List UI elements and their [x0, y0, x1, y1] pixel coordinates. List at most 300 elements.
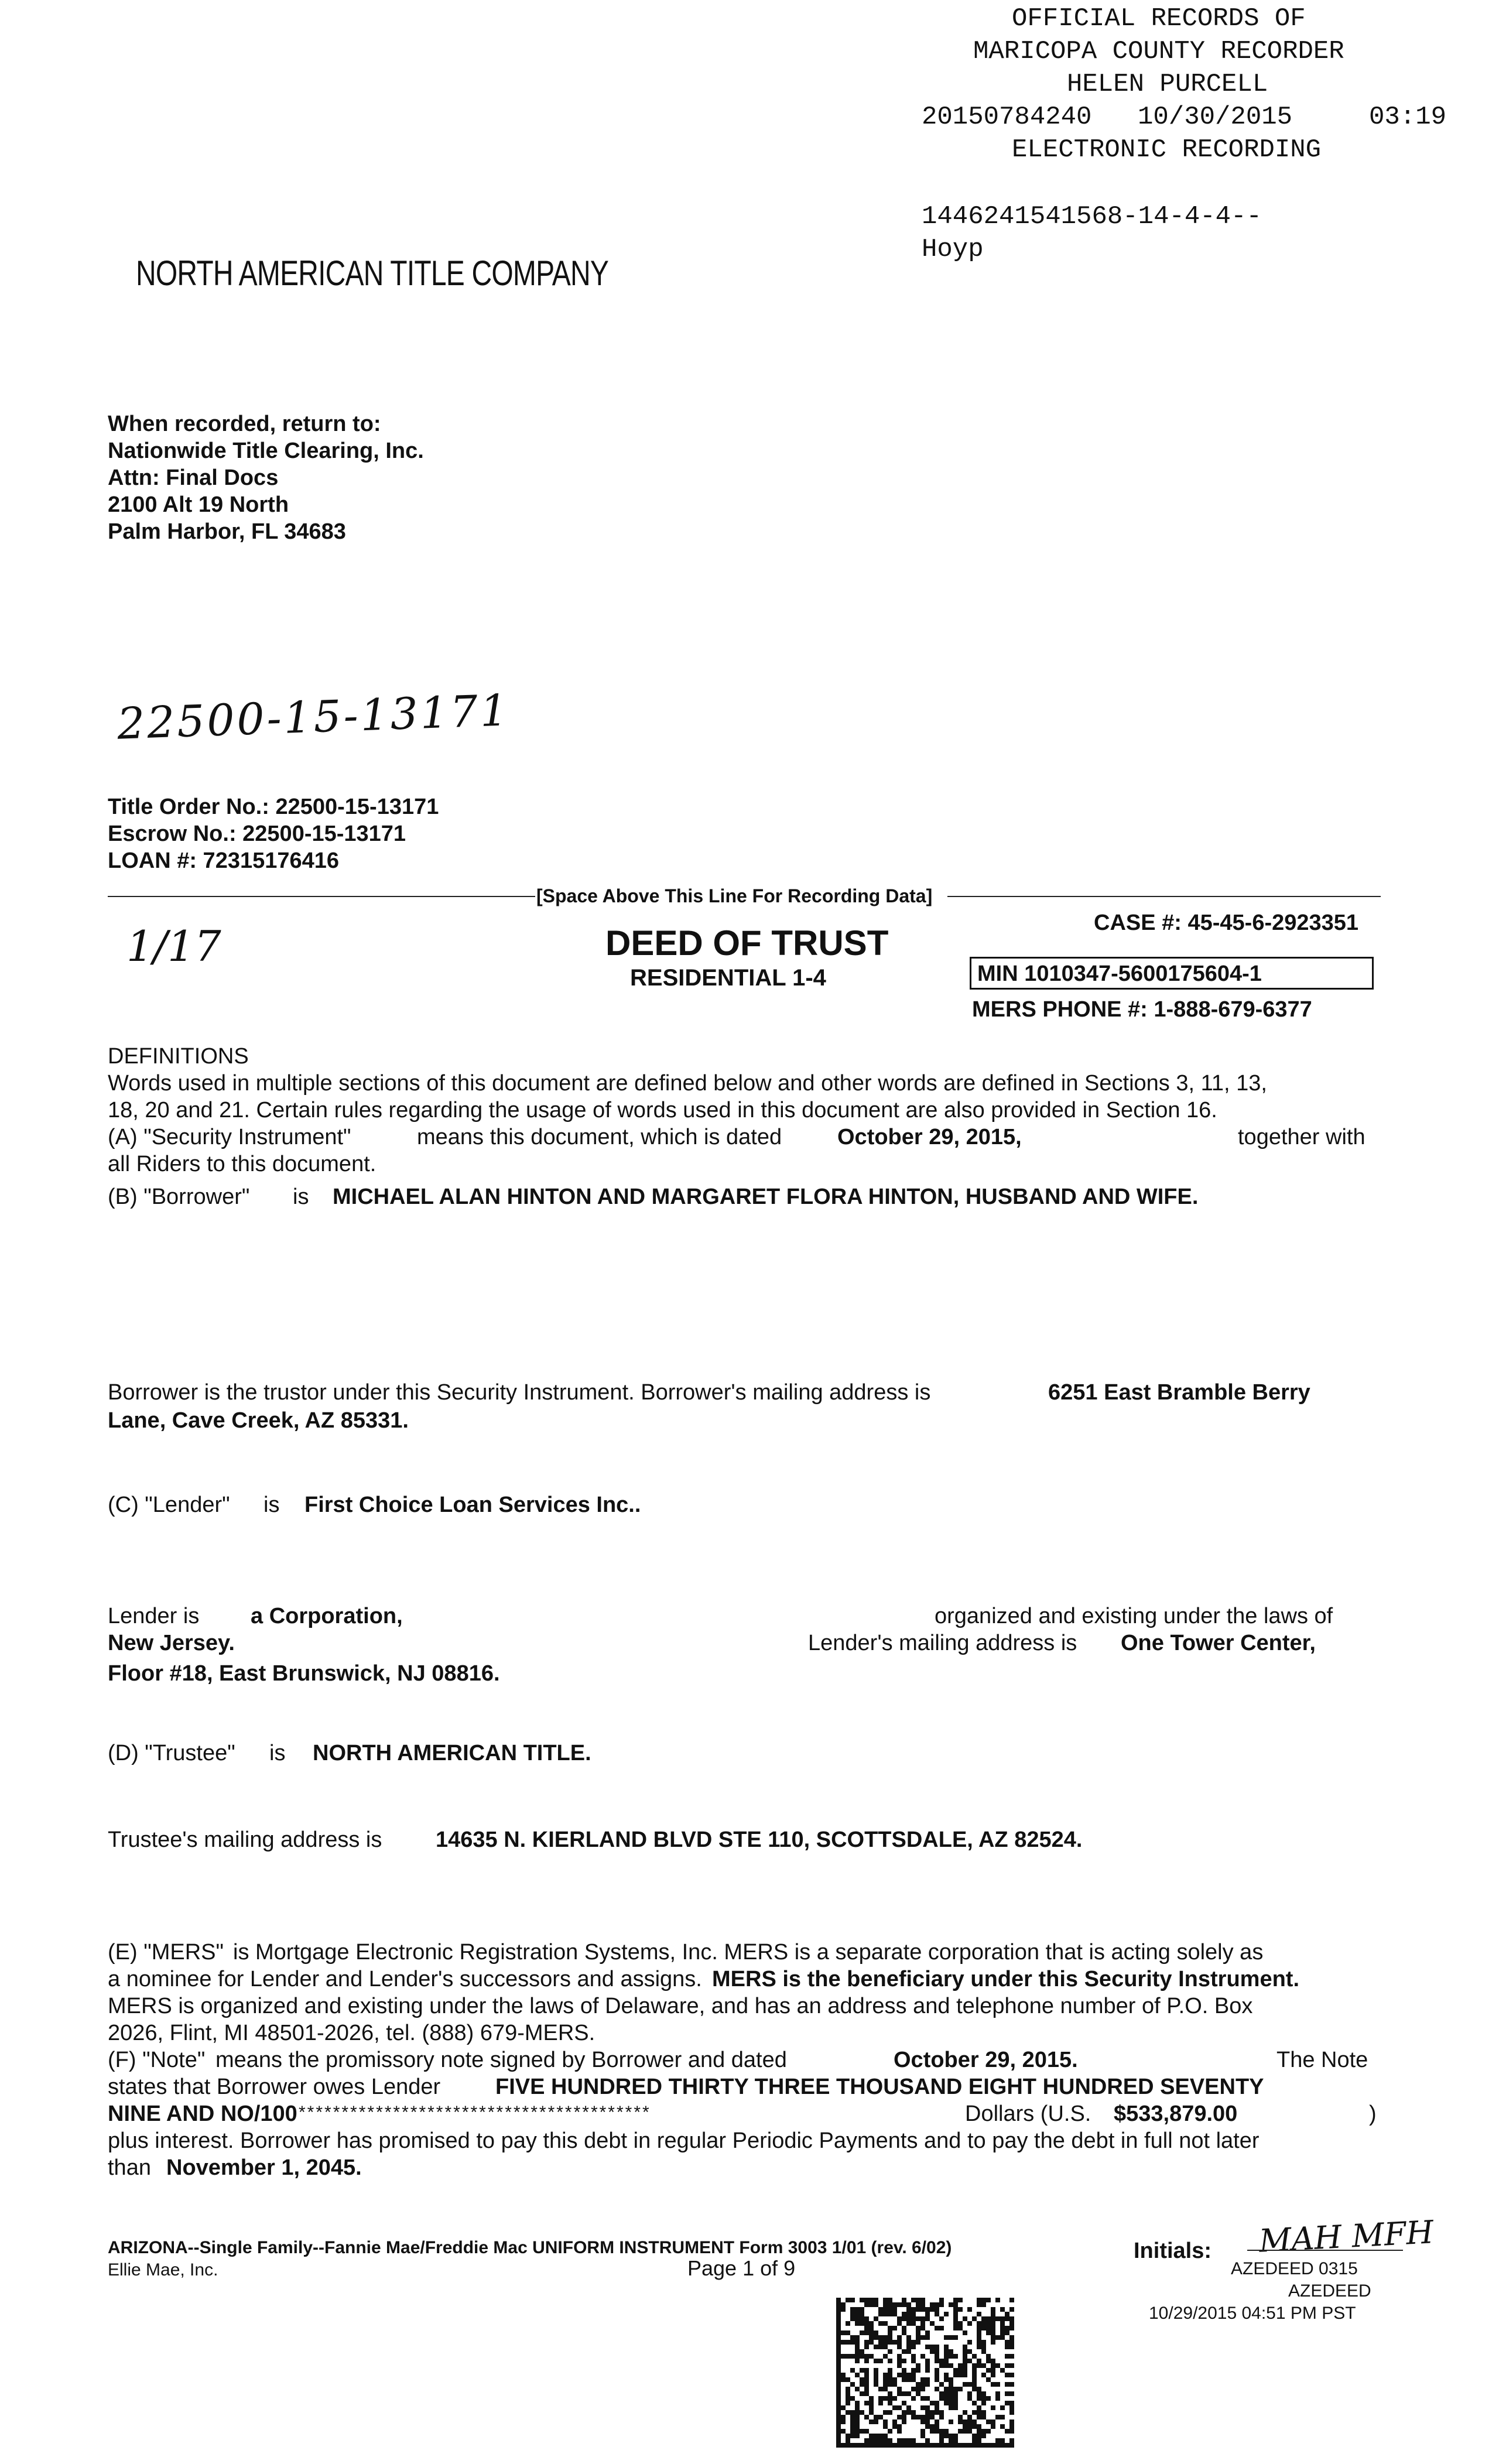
barcode-module: [1000, 2443, 1005, 2448]
barcode-module: [930, 2424, 935, 2429]
barcode-module: [1000, 2424, 1005, 2429]
barcode-module: [864, 2401, 869, 2405]
barcode-module: [869, 2401, 874, 2405]
barcode-module: [935, 2405, 939, 2410]
barcode-module: [939, 2316, 944, 2321]
barcode-module: [846, 2330, 850, 2335]
barcode-module: [967, 2321, 972, 2326]
barcode-module: [836, 2424, 841, 2429]
barcode-image: [836, 2297, 1014, 2449]
definition-e-line-2a: a nominee for Lender and Lender's successors and assigns.: [108, 1967, 702, 1991]
barcode-module: [981, 2401, 986, 2405]
barcode-module: [981, 2415, 986, 2419]
barcode-module: [869, 2298, 874, 2302]
barcode-module: [855, 2307, 860, 2312]
barcode-module: [911, 2410, 916, 2415]
barcode-module: [958, 2368, 963, 2373]
barcode-module: [939, 2382, 944, 2387]
barcode-module: [850, 2368, 855, 2373]
barcode-module: [920, 2429, 925, 2434]
barcode-module: [991, 2363, 995, 2368]
definitions-intro-2: 18, 20 and 21. Certain rules regarding the usage of words used in this document are also provided in Section 16.: [108, 1098, 1217, 1123]
barcode-module: [949, 2434, 953, 2438]
barcode-module: [888, 2298, 892, 2302]
barcode-module: [981, 2302, 986, 2307]
barcode-module: [958, 2387, 963, 2391]
barcode-module: [944, 2429, 949, 2434]
barcode-module: [920, 2443, 925, 2448]
barcode-module: [897, 2387, 902, 2391]
barcode-module: [864, 2377, 869, 2382]
barcode-module: [953, 2368, 958, 2373]
barcode-module: [1005, 2429, 1009, 2434]
recorder-line-3: HELEN PURCELL: [1067, 70, 1268, 99]
barcode-module: [897, 2438, 902, 2443]
barcode-module: [935, 2345, 939, 2349]
barcode-module: [953, 2438, 958, 2443]
barcode-module: [902, 2377, 906, 2382]
barcode-module: [1005, 2443, 1009, 2448]
barcode-module: [963, 2419, 967, 2424]
barcode-module: [995, 2443, 1000, 2448]
barcode-module: [920, 2377, 925, 2382]
barcode-module: [925, 2405, 930, 2410]
barcode-module: [981, 2363, 986, 2368]
barcode-module: [836, 2401, 841, 2405]
barcode-module: [991, 2340, 995, 2345]
barcode-module: [916, 2298, 920, 2302]
barcode-module: [981, 2396, 986, 2401]
barcode-module: [944, 2401, 949, 2405]
barcode-module: [836, 2307, 841, 2312]
barcode-module: [991, 2330, 995, 2335]
barcode-module: [883, 2298, 888, 2302]
barcode-module: [944, 2349, 949, 2354]
barcode-module: [878, 2415, 883, 2419]
barcode-module: [986, 2368, 991, 2373]
barcode-module: [916, 2387, 920, 2391]
definition-b-label: (B) "Borrower": [108, 1185, 250, 1209]
barcode-module: [949, 2302, 953, 2307]
barcode-module: [972, 2368, 977, 2373]
barcode-module: [930, 2349, 935, 2354]
barcode-module: [939, 2326, 944, 2330]
barcode-module: [972, 2316, 977, 2321]
barcode-module: [864, 2443, 869, 2448]
barcode-module: [972, 2434, 977, 2438]
barcode-module: [949, 2377, 953, 2382]
barcode-module: [935, 2377, 939, 2382]
barcode-module: [869, 2438, 874, 2443]
barcode-module: [902, 2373, 906, 2377]
barcode-module: [911, 2438, 916, 2443]
barcode-module: [916, 2415, 920, 2419]
barcode-module: [883, 2340, 888, 2345]
barcode-module: [897, 2424, 902, 2429]
barcode-module: [855, 2405, 860, 2410]
barcode-module: [888, 2359, 892, 2363]
barcode-module: [920, 2434, 925, 2438]
barcode-module: [949, 2419, 953, 2424]
definition-a-line-2: all Riders to this document.: [108, 1152, 377, 1176]
barcode-module: [939, 2391, 944, 2396]
barcode-module: [860, 2349, 864, 2354]
definition-c-is: is: [263, 1493, 280, 1517]
barcode-module: [846, 2298, 850, 2302]
barcode-module: [902, 2326, 906, 2330]
barcode-module: [991, 2359, 995, 2363]
barcode-module: [958, 2326, 963, 2330]
barcode-module: [925, 2424, 930, 2429]
barcode-module: [977, 2335, 981, 2340]
barcode-module: [883, 2438, 888, 2443]
barcode-module: [897, 2429, 902, 2434]
barcode-module: [841, 2377, 846, 2382]
barcode-module: [935, 2359, 939, 2363]
barcode-module: [935, 2443, 939, 2448]
barcode-module: [953, 2335, 958, 2340]
barcode-module: [883, 2382, 888, 2387]
initials-label: Initials:: [1134, 2239, 1212, 2263]
barcode-module: [939, 2443, 944, 2448]
barcode-module: [902, 2401, 906, 2405]
barcode-module: [972, 2373, 977, 2377]
barcode-module: [874, 2359, 878, 2363]
barcode-module: [953, 2307, 958, 2312]
barcode-module: [967, 2340, 972, 2345]
definition-d-is: is: [269, 1741, 286, 1765]
barcode-module: [836, 2359, 841, 2363]
barcode-module: [925, 2345, 930, 2349]
clerk-id: Hoyp: [922, 235, 984, 264]
barcode-module: [1009, 2335, 1014, 2340]
barcode-module: [977, 2298, 981, 2302]
barcode-module: [935, 2307, 939, 2312]
barcode-module: [883, 2443, 888, 2448]
barcode-module: [860, 2410, 864, 2415]
barcode-module: [855, 2321, 860, 2326]
barcode-module: [869, 2340, 874, 2345]
barcode-module: [953, 2312, 958, 2316]
barcode-module: [846, 2354, 850, 2359]
barcode-module: [953, 2434, 958, 2438]
barcode-module: [935, 2429, 939, 2434]
barcode-module: [1009, 2438, 1014, 2443]
barcode-module: [991, 2335, 995, 2340]
barcode-module: [930, 2401, 935, 2405]
barcode-module: [981, 2321, 986, 2326]
trustee-address-text: Trustee's mailing address is: [108, 1828, 382, 1852]
barcode-module: [1005, 2363, 1009, 2368]
barcode-module: [972, 2401, 977, 2405]
barcode-module: [995, 2335, 1000, 2340]
barcode-module: [841, 2415, 846, 2419]
barcode-module: [958, 2298, 963, 2302]
barcode-module: [1009, 2321, 1014, 2326]
barcode-module: [869, 2419, 874, 2424]
barcode-module: [841, 2307, 846, 2312]
barcode-module: [953, 2298, 958, 2302]
barcode-module: [836, 2438, 841, 2443]
barcode-module: [1005, 2354, 1009, 2359]
barcode-module: [878, 2443, 883, 2448]
barcode-module: [888, 2330, 892, 2335]
barcode-module: [860, 2316, 864, 2321]
barcode-module: [977, 2424, 981, 2429]
barcode-module: [958, 2429, 963, 2434]
barcode-module: [869, 2321, 874, 2326]
barcode-module: [939, 2429, 944, 2434]
barcode-module: [949, 2363, 953, 2368]
barcode-module: [888, 2349, 892, 2354]
barcode-module: [864, 2391, 869, 2396]
barcode-module: [902, 2391, 906, 2396]
barcode-module: [1009, 2410, 1014, 2415]
barcode-module: [841, 2354, 846, 2359]
barcode-module: [963, 2424, 967, 2429]
barcode-module: [944, 2335, 949, 2340]
barcode-module: [935, 2419, 939, 2424]
barcode-module: [897, 2415, 902, 2419]
barcode-module: [869, 2302, 874, 2307]
barcode-module: [906, 2443, 911, 2448]
barcode-module: [958, 2443, 963, 2448]
barcode-module: [864, 2373, 869, 2377]
handwritten-initials: 1/17: [126, 922, 221, 971]
min-box: [970, 957, 1374, 990]
barcode-module: [892, 2424, 897, 2429]
barcode-module: [920, 2302, 925, 2307]
footer-code-1: AZEDEED 0315: [1231, 2259, 1358, 2278]
barcode-module: [888, 2312, 892, 2316]
barcode-module: [888, 2382, 892, 2387]
barcode-module: [991, 2382, 995, 2387]
barcode-module: [888, 2373, 892, 2377]
barcode-module: [911, 2443, 916, 2448]
barcode-module: [846, 2387, 850, 2391]
barcode-module: [972, 2419, 977, 2424]
barcode-module: [864, 2438, 869, 2443]
barcode-module: [944, 2387, 949, 2391]
barcode-module: [846, 2434, 850, 2438]
definition-a-text: means this document, which is dated: [417, 1125, 782, 1149]
barcode-module: [1009, 2401, 1014, 2405]
barcode-module: [958, 2373, 963, 2377]
barcode-module: [920, 2387, 925, 2391]
barcode-module: [920, 2316, 925, 2321]
barcode-module: [916, 2443, 920, 2448]
barcode-module: [963, 2354, 967, 2359]
barcode-module: [911, 2345, 916, 2349]
initials-line: [1247, 2250, 1403, 2251]
recorder-line-1: OFFICIAL RECORDS OF: [1012, 4, 1306, 33]
barcode-module: [860, 2429, 864, 2434]
barcode-module: [883, 2312, 888, 2316]
barcode-module: [878, 2359, 883, 2363]
barcode-module: [981, 2345, 986, 2349]
barcode-module: [850, 2335, 855, 2340]
barcode-module: [869, 2396, 874, 2401]
barcode-module: [846, 2377, 850, 2382]
barcode-module: [963, 2359, 967, 2363]
barcode-module: [953, 2401, 958, 2405]
barcode-module: [836, 2330, 841, 2335]
barcode-module: [949, 2354, 953, 2359]
barcode-module: [977, 2429, 981, 2434]
barcode-module: [944, 2359, 949, 2363]
barcode-module: [986, 2326, 991, 2330]
note-date: October 29, 2015.: [894, 2048, 1078, 2072]
barcode-module: [864, 2321, 869, 2326]
barcode-module: [981, 2298, 986, 2302]
barcode-module: [977, 2359, 981, 2363]
borrower-address-2: Lane, Cave Creek, AZ 85331.: [108, 1408, 409, 1433]
barcode-module: [855, 2373, 860, 2377]
barcode-module: [836, 2368, 841, 2373]
barcode-module: [977, 2434, 981, 2438]
barcode-module: [869, 2443, 874, 2448]
barcode-module: [836, 2443, 841, 2448]
barcode-module: [892, 2340, 897, 2345]
definition-f-line-5a: than: [108, 2155, 151, 2180]
lender-type: a Corporation,: [251, 1604, 403, 1628]
barcode-module: [911, 2321, 916, 2326]
definition-e-line-1: is Mortgage Electronic Registration Systems, Inc. MERS is a separate corporation that is acting solely as: [233, 1940, 1264, 1965]
barcode-module: [906, 2405, 911, 2410]
barcode-module: [897, 2363, 902, 2368]
barcode-module: [850, 2410, 855, 2415]
barcode-module: [944, 2345, 949, 2349]
barcode-module: [874, 2298, 878, 2302]
barcode-module: [883, 2424, 888, 2429]
title-order-number: Title Order No.: 22500-15-13171: [108, 795, 439, 819]
barcode-module: [953, 2326, 958, 2330]
barcode-module: [836, 2349, 841, 2354]
barcode-module: [892, 2382, 897, 2387]
barcode-module: [977, 2321, 981, 2326]
barcode-module: [1009, 2307, 1014, 2312]
barcode-module: [1009, 2424, 1014, 2429]
barcode-module: [892, 2405, 897, 2410]
barcode-module: [855, 2345, 860, 2349]
lender-mailing-1: One Tower Center,: [1121, 1631, 1316, 1655]
barcode-module: [855, 2340, 860, 2345]
barcode-module: [869, 2410, 874, 2415]
barcode-module: [883, 2345, 888, 2349]
barcode-module: [967, 2429, 972, 2434]
barcode-module: [977, 2345, 981, 2349]
barcode-module: [892, 2312, 897, 2316]
barcode-module: [977, 2363, 981, 2368]
barcode-module: [953, 2302, 958, 2307]
definition-e-line-3: MERS is organized and existing under the laws of Delaware, and has an address and telephone number of P.O. Box: [108, 1994, 1253, 2018]
barcode-module: [883, 2396, 888, 2401]
barcode-module: [906, 2307, 911, 2312]
barcode-module: [935, 2302, 939, 2307]
barcode-module: [911, 2307, 916, 2312]
barcode-module: [930, 2345, 935, 2349]
lender-organized: organized and existing under the laws of: [935, 1604, 1333, 1628]
barcode-module: [836, 2419, 841, 2424]
barcode-module: [860, 2330, 864, 2335]
barcode-module: [963, 2345, 967, 2349]
barcode-module: [846, 2391, 850, 2396]
barcode-module: [874, 2377, 878, 2382]
barcode-module: [902, 2298, 906, 2302]
barcode-module: [864, 2382, 869, 2387]
definition-f-line-4: plus interest. Borrower has promised to pay this debt in regular Periodic Payments and to pay the debt in full not later: [108, 2128, 1260, 2153]
barcode-module: [906, 2410, 911, 2415]
barcode-module: [836, 2302, 841, 2307]
return-to-heading: When recorded, return to:: [108, 412, 381, 436]
barcode-module: [911, 2396, 916, 2401]
barcode-module: [892, 2302, 897, 2307]
barcode-module: [911, 2316, 916, 2321]
barcode-module: [836, 2345, 841, 2349]
barcode-module: [869, 2330, 874, 2335]
footer-timestamp: 10/29/2015 04:51 PM PST: [1149, 2304, 1356, 2323]
recording-divider-left: [108, 896, 535, 897]
barcode-module: [981, 2434, 986, 2438]
barcode-module: [935, 2326, 939, 2330]
barcode-module: [841, 2373, 846, 2377]
barcode-module: [963, 2330, 967, 2335]
barcode-module: [850, 2298, 855, 2302]
barcode-module: [897, 2354, 902, 2359]
definition-f-line-2: states that Borrower owes Lender: [108, 2075, 441, 2099]
barcode-module: [874, 2368, 878, 2373]
barcode-module: [878, 2401, 883, 2405]
barcode-module: [836, 2391, 841, 2396]
barcode-module: [864, 2429, 869, 2434]
barcode-module: [991, 2405, 995, 2410]
barcode-module: [963, 2316, 967, 2321]
barcode-module: [977, 2391, 981, 2396]
barcode-module: [911, 2359, 916, 2363]
barcode-module: [935, 2373, 939, 2377]
barcode-module: [897, 2359, 902, 2363]
barcode-module: [977, 2410, 981, 2415]
barcode-module: [949, 2391, 953, 2396]
barcode-module: [972, 2387, 977, 2391]
barcode-module: [897, 2443, 902, 2448]
barcode-module: [855, 2335, 860, 2340]
barcode-module: [925, 2307, 930, 2312]
barcode-module: [920, 2335, 925, 2340]
barcode-module: [930, 2415, 935, 2419]
barcode-module: [967, 2396, 972, 2401]
barcode-module: [860, 2391, 864, 2396]
barcode-module: [906, 2377, 911, 2382]
barcode-module: [925, 2443, 930, 2448]
barcode-module: [953, 2316, 958, 2321]
barcode-module: [888, 2335, 892, 2340]
definition-d-label: (D) "Trustee": [108, 1741, 235, 1765]
barcode-module: [986, 2298, 991, 2302]
form-identifier: ARIZONA--Single Family--Fannie Mae/Freddie Mac UNIFORM INSTRUMENT Form 3003 1/01 (rev. 6/02): [108, 2238, 952, 2257]
barcode-module: [1005, 2330, 1009, 2335]
note-amount-words-2: NINE AND NO/100: [108, 2102, 297, 2126]
barcode-module: [925, 2377, 930, 2382]
barcode-module: [991, 2373, 995, 2377]
recording-time: 03:19: [1369, 102, 1447, 132]
barcode-module: [981, 2429, 986, 2434]
barcode-module: [986, 2359, 991, 2363]
barcode-module: [902, 2302, 906, 2307]
definition-e-line-2b: MERS is the beneficiary under this Security Instrument.: [712, 1967, 1300, 1991]
barcode-module: [972, 2354, 977, 2359]
barcode-module: [902, 2316, 906, 2321]
